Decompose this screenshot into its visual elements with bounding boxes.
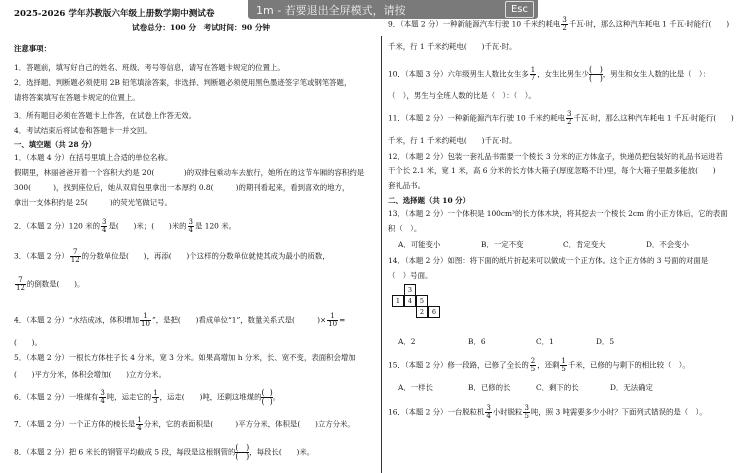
fraction: $\frac{1}{3}$ xyxy=(153,389,158,405)
option[interactable]: C．肯定变大 xyxy=(563,240,606,249)
note-item: 请将答案填写在答题卡规定的位置上。 xyxy=(14,93,140,102)
cube-net-diagram xyxy=(390,284,442,334)
question-3: 3．（本题 2 分） $\frac{7}{12}$ 的分数单位是( )，再添( )个这样的分数单位就使其成为最小的质数， xyxy=(14,248,330,264)
score-line: 试卷总分：100 分 考试时间：90 分钟 xyxy=(132,23,271,32)
section-heading-choice: 二、选择题（共 10 分） xyxy=(388,196,470,205)
question-14-line-2: （ ）号面。 xyxy=(388,271,433,280)
net-face: 6 xyxy=(428,306,440,318)
question-16: 16．（本题 2 分）一台脱粒机 $\frac{3}{4}$ 小时脱粒 $\frac{3}{5}$ 吨，照 3 吨需要多少小时？下面列式错误的是（ ）。 xyxy=(388,404,707,420)
fraction: $\frac{1}{10}$ xyxy=(328,312,338,328)
question-12-line-2: 干个长 2.1 米，宽 1 米，高 6 分米的长方体大箱子(厚度忽略不计)里，每个大箱子里最多能放( ) xyxy=(388,166,716,175)
note-item: 4．考试结束后将试卷和答题卡一并交回。 xyxy=(14,126,152,135)
question-2: 2．（本题 2 分）120 米的 $\frac{3}{4}$ 是( )米；( )米的 $\frac{3}{4}$ 是 120 米。 xyxy=(14,218,236,234)
question-9: 9．（本题 2 分）一种新能源汽车行驶 10 千米约耗电 $\frac{3}{2}$ 千瓦·时，那么这种汽车耗电 1 千瓦·时能行( ) xyxy=(388,16,730,32)
question-1-line-3: 300( )，找到座位后，她从双肩包里拿出一本厚约 0.8( )的期刊看起来，看到喜欢的地方， xyxy=(14,183,350,192)
question-13-line-2: 积（ ）。 xyxy=(388,224,422,233)
question-5-line-2: ( )平方分米，体积会增加( )立方分米。 xyxy=(14,370,166,379)
net-face: 5 xyxy=(416,295,428,307)
question-12-line-1: 12．（本题 2 分）包装一套礼品书需要一个棱长 3 分米的正方体盒子，快递员把包装好的礼品书运进若 xyxy=(388,152,723,161)
fraction-blank: ( ) ( ) xyxy=(235,443,250,461)
question-12-line-3: 套礼品书。 xyxy=(388,181,425,190)
question-1-line-1: 1．（本题 4 分）在括号里填上合适的单位名称。 xyxy=(14,153,173,162)
question-6: 6．（本题 2 分）一堆煤有 $\frac{3}{4}$ 吨，运走它的 $\frac{1}{3}$ ，运走( )吨，还剩这堆煤的 ( ) ( ) 。 xyxy=(14,388,281,406)
fraction: $\frac{1}{4}$ xyxy=(137,416,142,432)
fraction: $\frac{3}{4}$ xyxy=(486,404,491,420)
net-face: 4 xyxy=(404,295,416,307)
question-1-line-4: 拿出一支体积约是 25( )的荧光笔做记号。 xyxy=(14,198,172,207)
question-1-line-2: 假期里，林丽爸爸开着一个容积大约是 20( )的双排包乘动车去旅行，她所在的这节车厢的容积约是 xyxy=(14,168,365,177)
option[interactable]: B．6 xyxy=(468,337,486,346)
question-7: 7．（本题 2 分）一个正方体的棱长是 $\frac{1}{4}$ 分米，它的表面积是( )平方分米，体积是( )立方分米。 xyxy=(14,416,355,432)
option[interactable]: A．2 xyxy=(398,337,416,346)
fraction: $\frac{3}{2}$ xyxy=(562,16,567,32)
notes-heading: 注意事项： xyxy=(14,44,51,53)
fraction: $\frac{3}{4}$ xyxy=(102,218,107,234)
section-heading-fill: 一、填空题（共 28 分） xyxy=(14,140,96,149)
option[interactable]: C．剩下的长 xyxy=(536,383,579,392)
option[interactable]: B．一定不变 xyxy=(481,240,524,249)
net-face: 3 xyxy=(404,284,416,296)
fraction: $\frac{1}{7}$ xyxy=(530,66,536,82)
fraction: $\frac{2}{5}$ xyxy=(530,357,536,373)
question-11: 11．（本题 2 分）一种新能源汽车行驶 10 千米约耗电 $\frac{3}{2}$ 千瓦·时，那么这种汽车耗电 1 千瓦·时能行( ) xyxy=(388,110,734,126)
fraction: $\frac{7}{12}$ xyxy=(70,248,80,264)
left-column xyxy=(14,0,376,473)
fraction-blank: ( ) ( ) xyxy=(261,388,273,406)
question-4: 4．（本题 2 分）“水结成冰，体积增加 $\frac{1}{10}$ ”，是把( )看成单位“1”，数量关系式是( )× $\frac{1}{10}$ = xyxy=(14,312,346,328)
question-3-line-2: $\frac{7}{12}$ 的倒数是( )。 xyxy=(16,276,85,292)
page-title: 2025-2026 学年苏教版六年级上册数学期中测试卷 xyxy=(14,9,215,19)
option[interactable]: C．1 xyxy=(536,337,554,346)
column-divider xyxy=(381,36,382,473)
fraction: $\frac{1}{10}$ xyxy=(141,312,150,328)
option[interactable]: D．不会变小 xyxy=(646,240,689,249)
question-14-line-1: 14．（本题 2 分）如图：将下面的纸片折起来可以做成一个正方体。这个正方体的 3 号面的对面是 xyxy=(388,256,709,265)
option[interactable]: D．无法确定 xyxy=(610,383,653,392)
right-column xyxy=(388,0,734,473)
fraction: $\frac{7}{12}$ xyxy=(16,276,25,292)
net-face: 1 xyxy=(392,295,404,307)
question-9-line-2: 千米，行 1 千米约耗电( )千瓦·时。 xyxy=(388,42,517,51)
question-11-line-2: 千米，行 1 千米约耗电( )千瓦·时。 xyxy=(388,136,517,145)
net-face: 2 xyxy=(416,306,428,318)
option[interactable]: B．已修的长 xyxy=(468,383,511,392)
question-15: 15．（本题 2 分）修一段路，已修了全长的 $\frac{2}{5}$ ，还剩 $\frac{1}{5}$ 千米，已修的与剩下的相比较（ ）。 xyxy=(388,357,690,373)
note-item: 2．选择题、判断题必须使用 2B 铅笔填涂答案，非选择、判断题必须使用黑色墨迹签字笔或钢笔答题， xyxy=(14,78,352,87)
fraction-blank: ( ) ( ) xyxy=(588,65,603,83)
question-5-line-1: 5．（本题 2 分）一根长方体柱子长 4 分米，宽 3 分米。如果高增加 h 分米，长、宽不变，表面积会增加 xyxy=(14,353,356,362)
fraction: $\frac{3}{4}$ xyxy=(188,218,193,234)
fraction: $\frac{1}{5}$ xyxy=(561,357,566,373)
question-13-line-1: 13．（本题 2 分）一个体积是 100cm³的长方体木块，将其挖去一个棱长 2cm 的小正方体后，它的表面 xyxy=(388,209,728,218)
option[interactable]: A．一样长 xyxy=(398,383,433,392)
esc-key-hint[interactable]: Esc xyxy=(505,1,534,18)
toast-message: 1m - 若要退出全屏模式，请按 xyxy=(256,3,406,17)
fraction: $\frac{3}{2}$ xyxy=(567,110,572,126)
question-10: 10．（本题 3 分）六年级男生人数比女生多 $\frac{1}{7}$ ，女生比男生少 ( ) ( ) ，男生和女生人数的比是（ ）： xyxy=(388,65,711,83)
note-item: 1．答题前，填写好自己的姓名、班级、考号等信息，请写在答题卡规定的位置上。 xyxy=(14,63,285,72)
option[interactable]: D．5 xyxy=(596,337,615,346)
option[interactable]: A．可能变小 xyxy=(398,240,441,249)
fraction: $\frac{3}{4}$ xyxy=(100,389,105,405)
question-8: 8．（本题 2 分）把 6 米长的钢管平均截成 5 段，每段是这根钢管的 ( ) ( ) ，每段长( )米。 xyxy=(14,443,315,461)
question-4-line-2: ( )。 xyxy=(14,338,42,347)
question-10-line-2: （ ），男生与全班人数的比是（ ）：（ ）。 xyxy=(388,91,536,100)
note-item: 3．所有题目必须在答题卡上作答，在试卷上作答无效。 xyxy=(14,111,197,120)
fraction: $\frac{3}{5}$ xyxy=(524,404,529,420)
